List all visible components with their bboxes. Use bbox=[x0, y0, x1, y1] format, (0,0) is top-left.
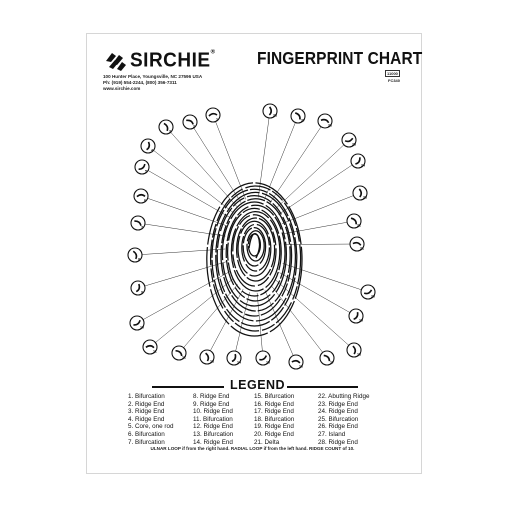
legend-item: 19. Ridge End bbox=[254, 423, 294, 431]
svg-text:11: 11 bbox=[153, 349, 157, 354]
stock-box: 11000 bbox=[387, 71, 398, 76]
callout-line bbox=[148, 146, 233, 212]
legend-rule-right bbox=[286, 386, 358, 388]
callout-20 bbox=[361, 285, 375, 299]
legend-item: 7. Bifurcation bbox=[128, 438, 165, 446]
callout-line bbox=[141, 196, 227, 226]
legend-item: 9. Ridge End bbox=[193, 400, 230, 408]
svg-text:28: 28 bbox=[273, 113, 277, 118]
svg-text:5: 5 bbox=[145, 169, 147, 174]
svg-text:19: 19 bbox=[359, 318, 363, 323]
svg-text:16: 16 bbox=[299, 364, 303, 369]
callout-11 bbox=[143, 340, 157, 354]
callout-15 bbox=[256, 351, 270, 365]
callout-21 bbox=[350, 237, 364, 251]
fingerprint-ridge bbox=[211, 186, 301, 331]
website-line: www.sirchie.com bbox=[103, 86, 141, 91]
legend-item: 5. Core, one rod bbox=[128, 423, 174, 431]
legend-item: 6. Bifurcation bbox=[128, 430, 165, 438]
svg-text:6: 6 bbox=[144, 198, 146, 203]
svg-text:21: 21 bbox=[360, 246, 364, 251]
svg-text:27: 27 bbox=[301, 118, 305, 123]
legend-item: 15. Bifurcation bbox=[254, 393, 295, 400]
legend-item: 2. Ridge End bbox=[128, 400, 165, 408]
legend-item: 11. Bifurcation bbox=[193, 415, 233, 423]
svg-text:25: 25 bbox=[352, 142, 356, 147]
svg-text:23: 23 bbox=[363, 195, 367, 200]
legend-title: LEGEND bbox=[230, 378, 286, 392]
callout-line bbox=[142, 167, 230, 218]
legend-item: 14. Ridge End bbox=[193, 438, 233, 446]
legend-item: 10. Ridge End bbox=[193, 408, 233, 416]
legend-item: 8. Ridge End bbox=[193, 393, 230, 400]
svg-text:10: 10 bbox=[140, 325, 144, 330]
callout-5 bbox=[135, 160, 149, 174]
legend-item: 22. Abutting Ridge bbox=[318, 393, 370, 400]
svg-text:18: 18 bbox=[357, 352, 361, 357]
legend-item: 23. Ridge End bbox=[318, 400, 358, 408]
svg-text:4: 4 bbox=[151, 148, 153, 153]
legend-rule-left bbox=[152, 386, 224, 388]
legend-item: 3. Ridge End bbox=[128, 408, 165, 416]
catalog-number: FC340 bbox=[388, 78, 401, 83]
svg-text:24: 24 bbox=[361, 163, 365, 168]
address-line: 100 Hunter Place, Youngsville, NC 27596 USA bbox=[103, 74, 203, 79]
callout-22 bbox=[347, 214, 361, 228]
svg-text:2: 2 bbox=[193, 124, 195, 129]
fingerprint-image bbox=[207, 183, 302, 336]
legend-item: 20. Ridge End bbox=[254, 430, 294, 438]
svg-text:17: 17 bbox=[330, 360, 334, 365]
callout-24 bbox=[351, 154, 365, 168]
svg-text:13: 13 bbox=[210, 359, 214, 364]
callout-14 bbox=[227, 351, 241, 365]
legend-item: 18. Bifurcation bbox=[254, 415, 295, 423]
callout-10 bbox=[130, 316, 144, 330]
callout-19 bbox=[349, 309, 363, 323]
callout-line bbox=[265, 290, 296, 362]
callout-9 bbox=[131, 281, 145, 295]
callout-1 bbox=[206, 108, 220, 122]
legend-item: 26. Ridge End bbox=[318, 423, 358, 431]
legend-column-1 bbox=[128, 393, 174, 446]
callout-6 bbox=[134, 189, 148, 203]
callout-18 bbox=[347, 343, 361, 357]
legend-item: 28. Ridge End bbox=[318, 438, 358, 446]
legend-item: 17. Ridge End bbox=[254, 408, 294, 416]
callout-26 bbox=[318, 114, 332, 128]
legend-item: 25. Bifurcation bbox=[318, 415, 359, 423]
callout-17 bbox=[320, 351, 334, 365]
callout-12 bbox=[172, 346, 186, 360]
svg-text:3: 3 bbox=[169, 129, 171, 134]
legend-item: 13. Bifurcation bbox=[193, 430, 234, 438]
footnote: ULNAR LOOP if from the right hand. RADIAL LOOP if from the left hand. RIDGE COUNT of 10. bbox=[150, 446, 355, 451]
svg-text:20: 20 bbox=[371, 294, 375, 299]
phone-line: Ph: (919) 554-2244, (800) 356-7311 bbox=[103, 80, 177, 85]
callout-line bbox=[137, 271, 230, 323]
svg-text:7: 7 bbox=[141, 225, 143, 230]
callout-3 bbox=[159, 120, 173, 134]
callout-25 bbox=[342, 133, 356, 147]
callout-13 bbox=[200, 350, 214, 364]
callout-8 bbox=[128, 248, 142, 262]
callout-line bbox=[270, 118, 325, 203]
callout-16 bbox=[289, 355, 303, 369]
svg-text:1: 1 bbox=[216, 117, 218, 122]
callout-23 bbox=[353, 186, 367, 200]
svg-text:12: 12 bbox=[182, 355, 186, 360]
legend-item: 16. Ridge End bbox=[254, 400, 294, 408]
legend-item: 4. Ridge End bbox=[128, 415, 165, 423]
svg-text:15: 15 bbox=[266, 360, 270, 365]
legend-item: 21. Delta bbox=[254, 438, 280, 446]
svg-text:8: 8 bbox=[138, 257, 140, 262]
svg-text:26: 26 bbox=[328, 123, 332, 128]
brand-name: SIRCHIE® bbox=[130, 49, 216, 72]
legend-column-2 bbox=[193, 393, 233, 446]
page-title: FINGERPRINT CHART bbox=[257, 49, 423, 69]
legend-item: 1. Bifurcation bbox=[128, 393, 165, 400]
callout-2 bbox=[183, 115, 197, 129]
svg-text:22: 22 bbox=[357, 223, 361, 228]
legend-item: 27. Island bbox=[318, 430, 346, 438]
legend-item: 24. Ridge End bbox=[318, 408, 358, 416]
svg-text:14: 14 bbox=[237, 360, 241, 365]
callout-4 bbox=[141, 139, 155, 153]
legend-column-4 bbox=[318, 393, 369, 446]
legend-column-3 bbox=[254, 393, 294, 446]
callout-line bbox=[166, 124, 237, 207]
svg-text:9: 9 bbox=[141, 290, 143, 295]
legend-item: 12. Ridge End bbox=[193, 423, 233, 431]
callout-27 bbox=[291, 109, 305, 123]
callout-7 bbox=[131, 216, 145, 230]
callout-28 bbox=[263, 104, 277, 118]
callout-line bbox=[213, 115, 246, 199]
